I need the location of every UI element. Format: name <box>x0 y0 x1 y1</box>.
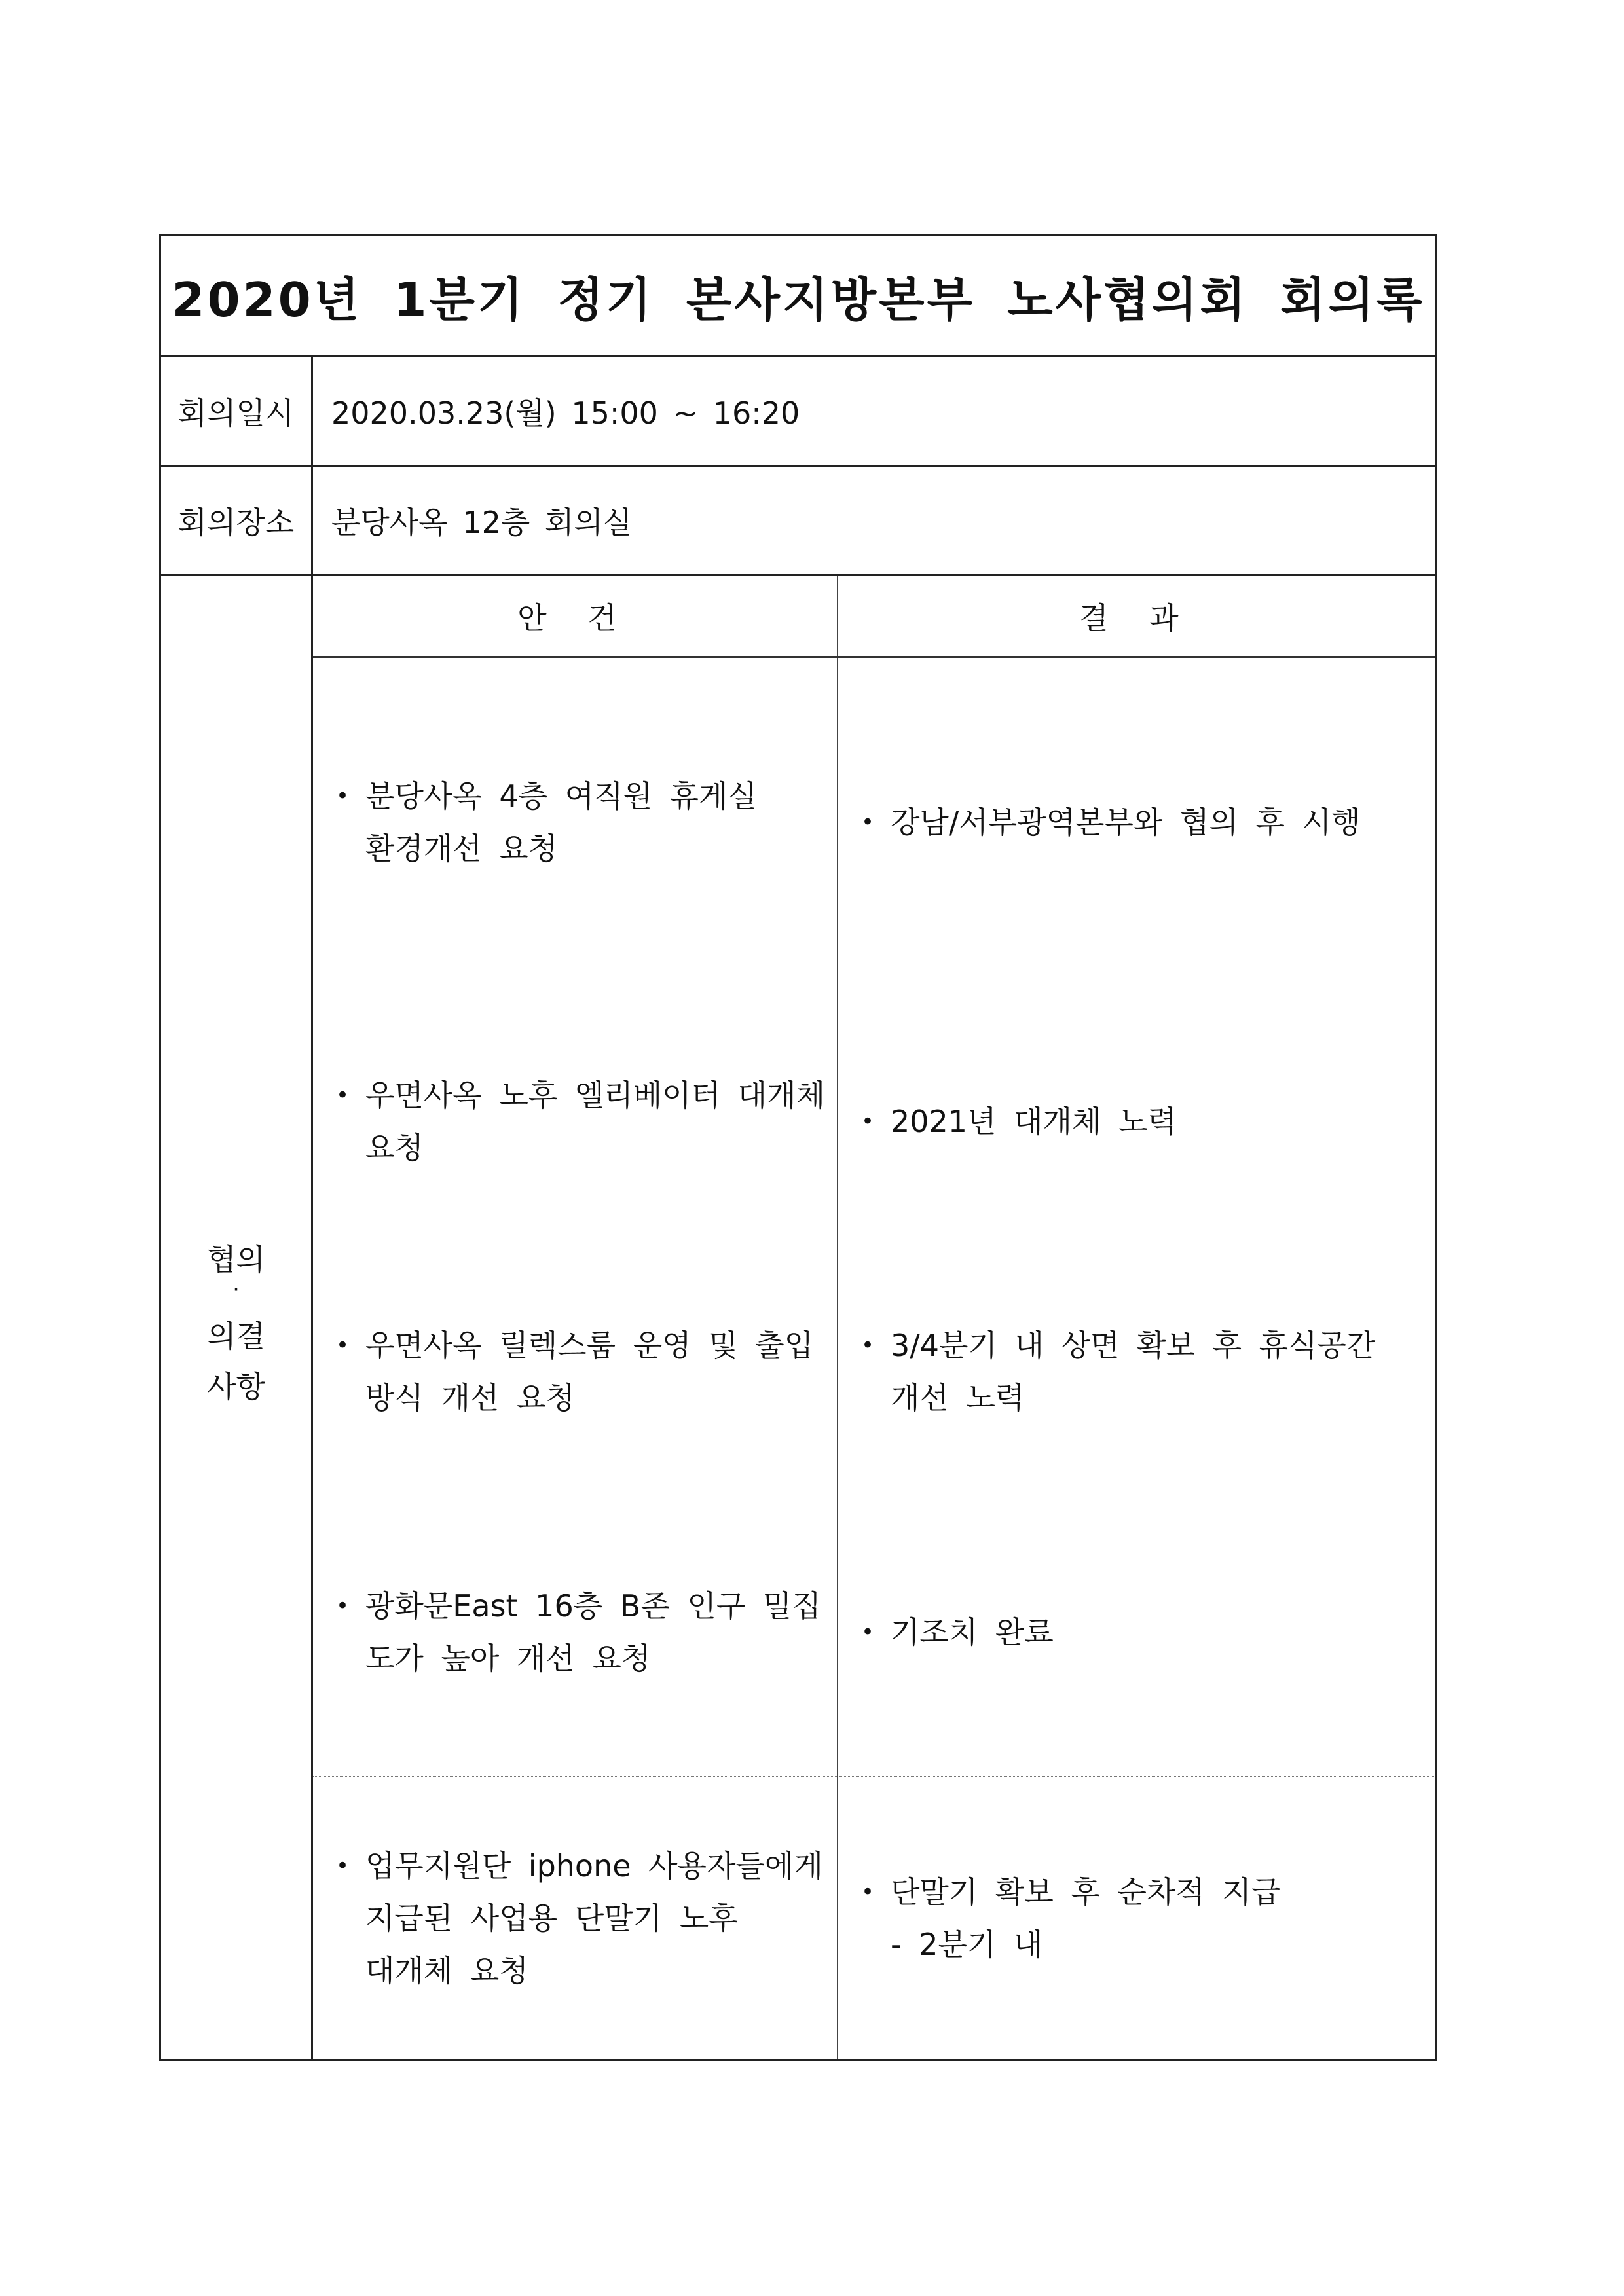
result-text <box>838 796 1360 848</box>
result-column-header: 결 과 <box>1079 600 1194 636</box>
section-label-line3: 사항 <box>207 1369 265 1404</box>
result-line: - 2분기 내 <box>891 1926 1043 1962</box>
meeting-date-label: 회의일시 <box>161 357 313 465</box>
result-cell <box>838 1487 1435 1776</box>
agenda-line: 분당사옥 4층 여직원 휴게실 <box>365 778 757 814</box>
bullet-icon: • <box>336 1332 350 1358</box>
agenda-line: 방식 개선 요청 <box>365 1380 575 1415</box>
agenda-column-header: 안 건 <box>517 600 633 636</box>
bullet-icon: • <box>336 1852 350 1879</box>
agenda-text <box>313 770 757 875</box>
agenda-text <box>313 1069 825 1174</box>
meeting-minutes-document <box>159 234 1437 2061</box>
title-row <box>159 234 1437 357</box>
agenda-line: 환경개선 요청 <box>365 831 558 866</box>
agenda-line: 도가 높아 개선 요청 <box>365 1640 651 1676</box>
meeting-place-row <box>159 467 1437 576</box>
bullet-icon: • <box>336 1082 350 1108</box>
result-text <box>838 1866 1280 1971</box>
agenda-text <box>313 1840 823 1997</box>
result-line: 개선 노력 <box>891 1380 1025 1415</box>
agenda-item-row <box>313 1777 1435 2059</box>
bullet-icon: • <box>861 1108 875 1135</box>
section-label-dot: · <box>232 1277 240 1303</box>
result-cell <box>838 1777 1435 2059</box>
agenda-text <box>313 1580 821 1685</box>
agenda-line: 우면사옥 노후 엘리베이터 대개체 <box>365 1078 825 1113</box>
agenda-result-grid <box>313 576 1435 2059</box>
result-text <box>838 1606 1054 1658</box>
result-cell <box>838 658 1435 987</box>
meeting-place-value: 분당사옥 12층 회의실 <box>331 505 633 540</box>
agenda-line: 업무지원단 iphone 사용자들에게 <box>365 1848 823 1884</box>
agenda-text <box>313 1319 813 1424</box>
section-label-line2: 의결 <box>207 1319 265 1354</box>
result-cell <box>838 987 1435 1256</box>
meeting-date-value: 2020.03.23(월) 15:00 ~ 16:20 <box>331 395 800 431</box>
bullet-icon: • <box>861 809 875 835</box>
agenda-line: 대개체 요청 <box>365 1952 528 1988</box>
agenda-cell <box>313 658 837 987</box>
agenda-line: 우면사옥 릴렉스룸 운영 및 출입 <box>365 1328 814 1363</box>
agenda-item-row <box>313 987 1435 1256</box>
bullet-icon: • <box>861 1878 875 1905</box>
bullet-icon: • <box>861 1618 875 1645</box>
agenda-line: 요청 <box>365 1130 424 1165</box>
meeting-date-row <box>159 357 1437 467</box>
section-label-line1: 협의 <box>207 1242 265 1277</box>
discussion-section-label <box>161 576 313 2059</box>
bullet-icon: • <box>861 1332 875 1358</box>
discussion-section <box>159 576 1437 2061</box>
agenda-item-row <box>313 1487 1435 1777</box>
agenda-cell <box>313 1777 837 2059</box>
agenda-item-row <box>313 1256 1435 1487</box>
result-text <box>838 1319 1375 1424</box>
agenda-cell <box>313 987 837 1256</box>
result-line: 2021년 대개체 노력 <box>891 1104 1177 1139</box>
agenda-cell <box>313 1256 837 1487</box>
result-line: 강남/서부광역본부와 협의 후 시행 <box>891 805 1361 840</box>
bullet-icon: • <box>336 783 350 809</box>
result-text <box>838 1095 1177 1148</box>
result-cell <box>838 1256 1435 1487</box>
agenda-line: 지급된 사업용 단말기 노후 <box>365 1900 738 1936</box>
result-line: 단말기 확보 후 순차적 지급 <box>891 1874 1281 1910</box>
agenda-line: 광화문East 16층 B존 인구 밀집 <box>365 1588 821 1624</box>
document-title: 2020년 1분기 정기 본사지방본부 노사협의회 회의록 <box>172 272 1425 327</box>
meeting-place-label: 회의장소 <box>161 467 313 574</box>
result-line: 3/4분기 내 상면 확보 후 휴식공간 <box>891 1328 1376 1363</box>
bullet-icon: • <box>336 1592 350 1619</box>
agenda-cell <box>313 1487 837 1776</box>
result-line: 기조치 완료 <box>891 1614 1054 1650</box>
agenda-item-row <box>313 658 1435 987</box>
grid-header <box>313 576 1435 658</box>
